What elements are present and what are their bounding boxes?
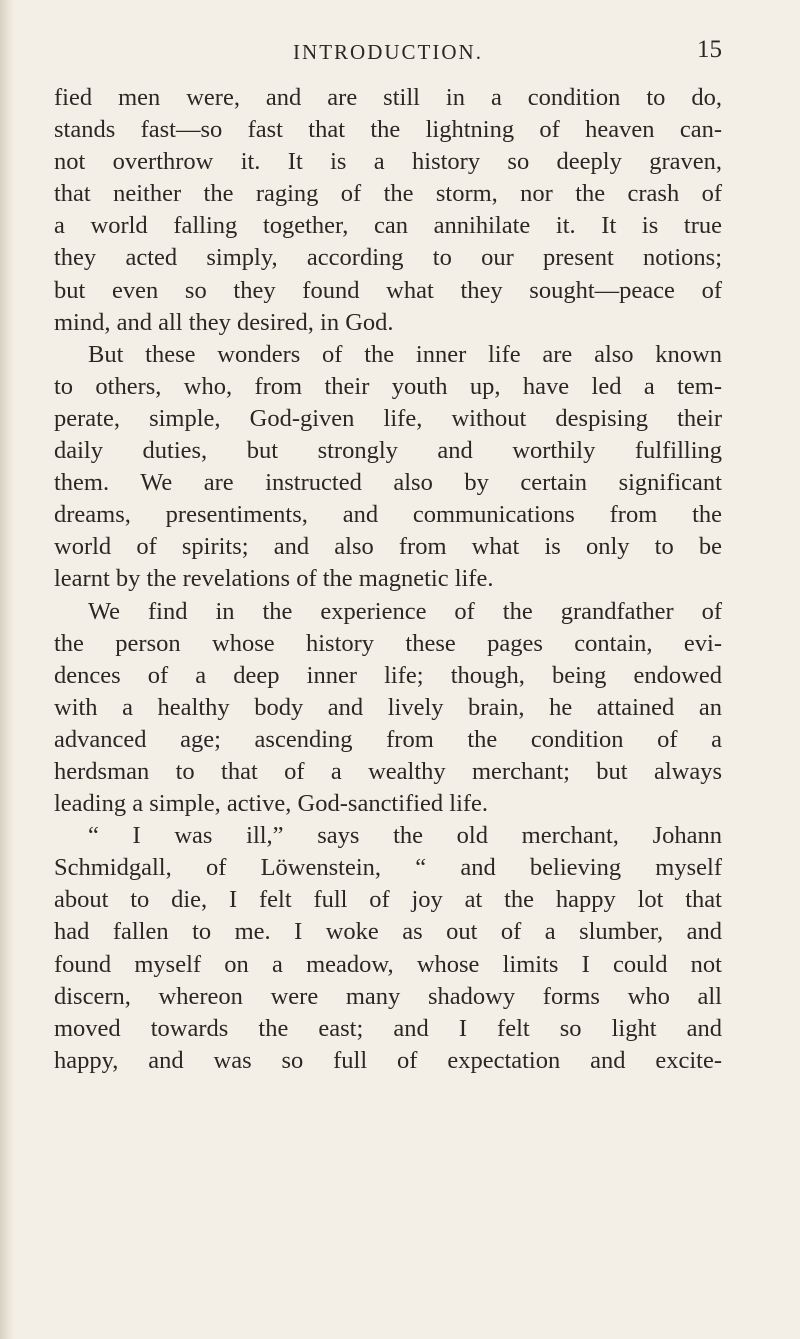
text-line: had fallen to me. I woke as out of a slumber, and xyxy=(54,918,722,946)
paragraph-end-line: learnt by the revelations of the magnetic life. xyxy=(54,565,494,593)
paragraph-end-line: leading a simple, active, God-sanctified life. xyxy=(54,790,489,818)
text-line: Schmidgall, of Löwenstein, “ and believing myself xyxy=(54,854,722,882)
text-line: fied men were, and are still in a condition to do, xyxy=(54,84,722,111)
text-line: herdsman to that of a wealthy merchant; but always xyxy=(54,757,722,785)
text-line: a world falling together, can annihilate it. It is true xyxy=(54,212,722,240)
text-line: not overthrow it. It is a history so deeply graven, xyxy=(54,148,722,176)
text-line: found myself on a meadow, whose limits I could not xyxy=(54,950,722,978)
text-line: daily duties, but strongly and worthily fulfilling xyxy=(54,437,722,465)
paragraph-start-line: We find in the experience of the grandfather of xyxy=(88,597,722,625)
page-edge-shadow xyxy=(0,0,14,1339)
running-head: INTRODUCTION. xyxy=(293,40,483,64)
text-line: moved towards the east; and I felt so light and xyxy=(54,1014,722,1042)
text-line: dences of a deep inner life; though, being endowed xyxy=(54,661,722,689)
text-line: perate, simple, God-given life, without despising their xyxy=(54,404,722,432)
text-line: dreams, presentiments, and communications from the xyxy=(54,501,722,529)
text-line: but even so they found what they sought—peace of xyxy=(54,276,722,304)
text-line: happy, and was so full of expectation and excite- xyxy=(54,1046,722,1074)
text-line: advanced age; ascending from the condition of a xyxy=(54,725,722,753)
text-line: stands fast—so fast that the lightning of heaven can- xyxy=(54,116,722,144)
text-line: the person whose history these pages contain, evi- xyxy=(54,629,722,657)
text-line: them. We are instructed also by certain significant xyxy=(54,469,722,497)
text-line: world of spirits; and also from what is only to be xyxy=(54,533,722,561)
page-number: 15 xyxy=(697,36,722,63)
body-text xyxy=(54,82,722,1077)
text-line: they acted simply, according to our present notions; xyxy=(54,244,722,272)
page-header xyxy=(54,30,722,70)
text-line: with a healthy body and lively brain, he attained an xyxy=(54,693,722,721)
text-line: to others, who, from their youth up, have led a tem- xyxy=(54,372,722,400)
paragraph-end-line: mind, and all they desired, in God. xyxy=(54,308,394,336)
text-line: that neither the raging of the storm, nor the crash of xyxy=(54,180,722,208)
text-line: about to die, I felt full of joy at the happy lot that xyxy=(54,886,722,914)
paragraph-start-line: “ I was ill,” says the old merchant, Johann xyxy=(88,822,722,850)
paragraph-start-line: But these wonders of the inner life are also known xyxy=(88,340,722,368)
text-line: discern, whereon were many shadowy forms who all xyxy=(54,982,722,1010)
